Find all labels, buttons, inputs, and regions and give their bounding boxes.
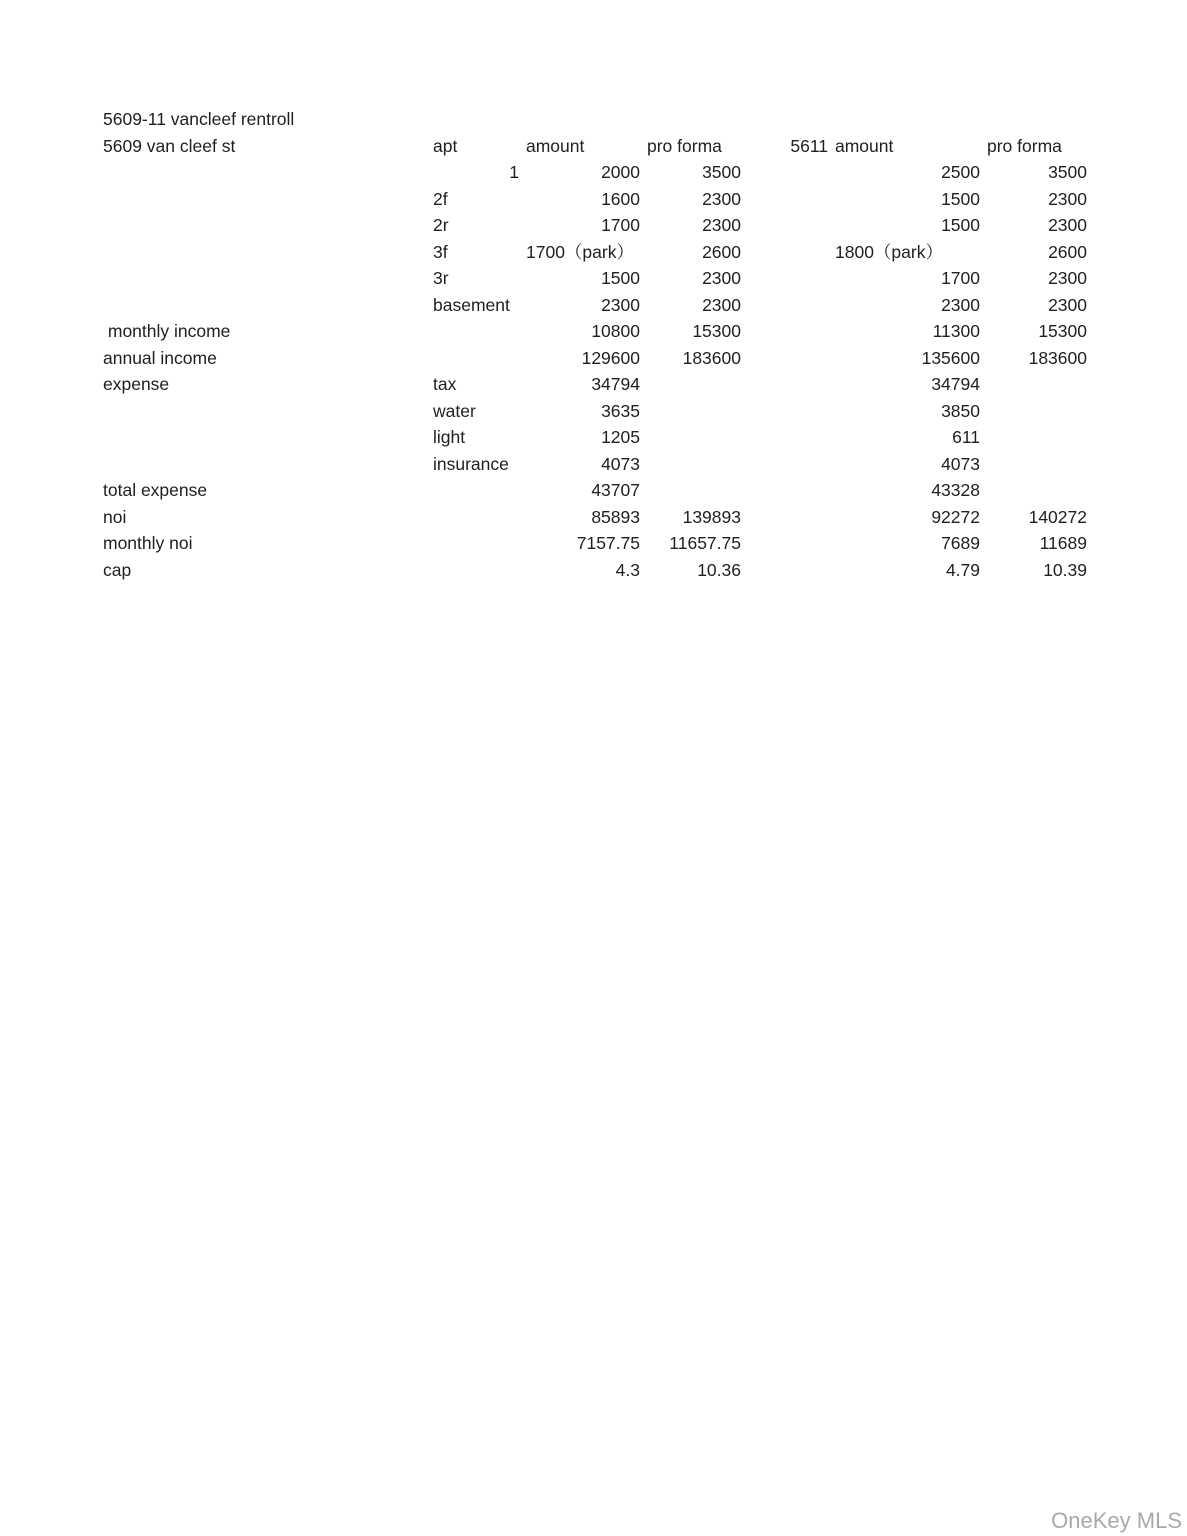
table-row [103, 239, 1087, 266]
table-cell [741, 424, 828, 451]
table-cell: monthly income [103, 321, 231, 341]
table-cell [980, 398, 1087, 425]
table-cell [103, 424, 433, 451]
table-cell: 2300 [1048, 215, 1087, 235]
table-cell: 1500 [941, 188, 980, 209]
table-cell: 611 [952, 427, 980, 447]
table-cell: 4.3 [615, 559, 640, 580]
table-cell [640, 371, 741, 398]
table-cell: 1500 [941, 215, 980, 235]
table-cell [103, 398, 433, 425]
table-cell [980, 371, 1087, 398]
table-cell [741, 371, 828, 398]
table-cell: 15300 [692, 321, 741, 341]
table-cell: water [433, 400, 476, 421]
table-cell [828, 106, 980, 133]
table-cell: 3850 [941, 400, 980, 421]
table-cell: expense [103, 374, 170, 394]
table-cell: 4073 [941, 453, 980, 474]
table-cell [103, 239, 433, 266]
table-cell: 2300 [601, 294, 640, 315]
table-cell: 4073 [601, 453, 640, 474]
table-cell: 2300 [702, 188, 741, 209]
rentroll-table [103, 106, 1087, 583]
table-row [103, 451, 1087, 478]
table-cell: amount [526, 135, 585, 156]
table-cell: 2600 [1048, 241, 1087, 262]
table-cell: 2300 [1048, 188, 1087, 209]
table-cell: 3635 [601, 400, 640, 421]
table-cell: cap [103, 559, 132, 580]
table-cell [741, 186, 828, 213]
table-cell [741, 265, 828, 292]
table-cell [103, 292, 433, 319]
table-cell: insurance [433, 453, 509, 474]
table-cell: 183600 [1028, 347, 1087, 368]
table-cell [741, 159, 828, 186]
table-cell: 2300 [702, 294, 741, 315]
table-cell [741, 345, 828, 372]
table-cell: amount [835, 135, 894, 156]
table-cell: 2500 [941, 162, 980, 182]
table-row [103, 398, 1087, 425]
table-cell [640, 477, 741, 504]
table-cell: 34794 [591, 374, 640, 394]
table-cell [433, 106, 519, 133]
table-cell: 34794 [931, 374, 980, 394]
table-cell: apt [433, 135, 458, 156]
table-cell: total expense [103, 480, 208, 500]
table-cell: 92272 [931, 506, 980, 527]
table-cell [519, 106, 640, 133]
table-cell [433, 318, 519, 345]
table-cell: 135600 [921, 347, 980, 368]
table-cell: 1205 [601, 427, 640, 447]
table-cell: 1 [509, 162, 519, 182]
table-cell: 139893 [682, 506, 741, 527]
table-cell: monthly noi [103, 533, 193, 553]
table-cell: pro forma [647, 135, 722, 156]
table-cell [741, 451, 828, 478]
table-cell: 11657.75 [669, 533, 741, 553]
table-row [103, 292, 1087, 319]
table-cell: 1700 [601, 215, 640, 235]
table-row [103, 212, 1087, 239]
table-cell [741, 239, 828, 266]
table-cell: 10.36 [697, 559, 741, 580]
table-row [103, 371, 1087, 398]
table-cell [433, 530, 519, 557]
table-cell [741, 530, 828, 557]
table-row [103, 504, 1087, 531]
table-cell: 1700 [941, 268, 980, 288]
table-cell: 2300 [702, 215, 741, 235]
table-cell: 2r [433, 215, 449, 235]
table-cell [433, 477, 519, 504]
table-cell: 2300 [1048, 294, 1087, 315]
table-cell: 1800（park） [835, 241, 943, 262]
table-cell: 1600 [601, 188, 640, 209]
table-cell: 129600 [581, 347, 640, 368]
table-row [103, 318, 1087, 345]
table-cell: 43707 [591, 480, 640, 500]
table-cell [433, 345, 519, 372]
table-cell: 4.79 [945, 559, 980, 580]
table-cell: 3500 [702, 162, 741, 182]
table-cell [980, 451, 1087, 478]
table-cell: 2300 [1048, 268, 1087, 288]
table-cell: light [433, 427, 466, 447]
rentroll-table-body [103, 106, 1087, 583]
table-cell [741, 557, 828, 584]
table-row [103, 424, 1087, 451]
table-row [103, 265, 1087, 292]
table-row [103, 530, 1087, 557]
table-cell [103, 186, 433, 213]
table-cell: 140272 [1028, 506, 1087, 527]
table-cell: 7157.75 [576, 533, 640, 553]
table-cell: 2000 [601, 162, 640, 182]
table-cell [103, 159, 433, 186]
table-cell [433, 504, 519, 531]
table-row [103, 186, 1087, 213]
table-cell: 2300 [941, 294, 980, 315]
table-cell: 43328 [931, 480, 980, 500]
table-row [103, 159, 1087, 186]
table-cell [640, 424, 741, 451]
table-cell: 11689 [1039, 533, 1087, 553]
table-cell [103, 265, 433, 292]
table-cell: 2f [433, 188, 448, 209]
table-cell: 5609 van cleef st [103, 135, 236, 156]
table-cell [980, 106, 1087, 133]
table-cell: annual income [103, 347, 217, 368]
table-cell [741, 292, 828, 319]
table-row [103, 133, 1087, 160]
table-cell [980, 477, 1087, 504]
table-cell: noi [103, 506, 127, 527]
table-cell: 1500 [601, 268, 640, 288]
table-row [103, 477, 1087, 504]
table-row [103, 106, 1087, 133]
table-cell: 3r [433, 268, 449, 288]
table-cell [741, 106, 828, 133]
table-cell: basement [433, 294, 510, 315]
table-cell [640, 451, 741, 478]
table-cell [640, 398, 741, 425]
table-cell: pro forma [987, 135, 1062, 156]
table-cell: 11300 [932, 321, 980, 341]
table-cell: 10.39 [1043, 559, 1087, 580]
table-cell [741, 504, 828, 531]
table-cell [433, 557, 519, 584]
table-cell: 7689 [941, 533, 980, 553]
table-cell: 1700（park） [526, 241, 634, 262]
table-cell: 2300 [702, 268, 741, 288]
table-cell: 3500 [1048, 162, 1087, 182]
table-cell [103, 212, 433, 239]
table-cell [741, 318, 828, 345]
table-cell: 183600 [682, 347, 741, 368]
onekey-mls-watermark: OneKey MLS [1051, 1508, 1182, 1533]
table-cell [741, 477, 828, 504]
table-cell: 85893 [591, 506, 640, 527]
table-cell: tax [433, 374, 457, 394]
table-row [103, 345, 1087, 372]
table-cell [980, 424, 1087, 451]
table-cell [103, 451, 433, 478]
table-cell: 15300 [1038, 321, 1087, 341]
table-cell: 3f [433, 241, 448, 262]
table-row [103, 557, 1087, 584]
table-cell [741, 398, 828, 425]
table-cell: 5609-11 vancleef rentroll [103, 109, 295, 129]
table-cell: 10800 [591, 321, 640, 341]
table-cell: 2600 [702, 241, 741, 262]
table-cell [741, 212, 828, 239]
table-cell: 5611 [790, 135, 828, 156]
table-cell [640, 106, 741, 133]
